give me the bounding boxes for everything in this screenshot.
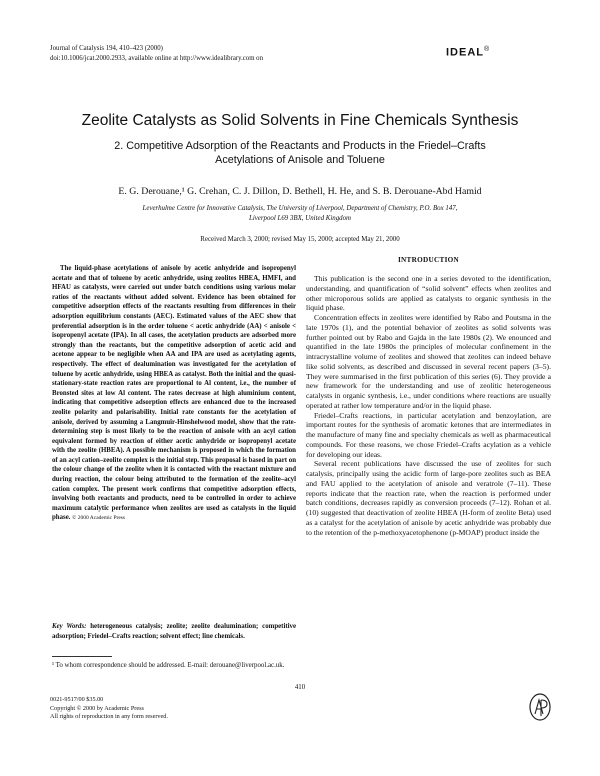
intro-paragraph-2: Concentration effects in zeolites were identified by Rabo and Poutsma in the late 1970s (1), and the potential behavior of zeolites as solid solvents was further pointed out by Rabo and Gajda in the late 1980s (2). We enounced and quantified in the late 1980s the principles of molecular confinement in the intracrystalline volume of zeolites and showed that zeolites can indeed behave like solid solvents, as described and discussed in several recent papers (3–5). They were summarised in the first publication of this series (6). They provide a new framework for the understanding and use of zeolitic heterogeneous catalysts in organic synthesis, i.e., under conditions where reactions are usually operated at rather low temperature and/or in the liquid phase.: [306, 313, 551, 410]
journal-header: [50, 44, 263, 64]
footnote-text: ¹ To whom correspondence should be addressed. E-mail: derouane@liverpool.ac.uk.: [52, 662, 285, 669]
keywords-text: heterogeneous catalysis; zeolite; zeolite dealumination; competitive adsorption; Friedel–Crafts reaction; solvent effect; line chemicals.: [52, 623, 296, 640]
copyright-block: [50, 696, 168, 722]
issn-price: 0021-9517/00 $35.00: [50, 696, 104, 703]
copyright-line: Copyright © 2000 by Academic Press: [50, 704, 144, 712]
journal-line: Journal of Catalysis 194, 410–423 (2000): [50, 45, 163, 52]
rights-line: All rights of reproduction in any form reserved.: [50, 713, 168, 720]
keywords-label: Key Words:: [52, 623, 87, 630]
ideal-logo: [446, 46, 490, 59]
footnote-rule: [52, 656, 112, 657]
affiliation-line-1: Leverhulme Centre for Innovative Catalysis, The University of Liverpool, Department of Chemistry, P.O. Box 147,: [142, 205, 458, 212]
paper-title: Zeolite Catalysts as Solid Solvents in Fine Chemicals Synthesis: [81, 112, 519, 129]
affiliation-line-2: Liverpool L69 3BX, United Kingdom: [248, 215, 352, 222]
author-list: E. G. Derouane,¹ G. Crehan, C. J. Dillon, D. Bethell, H. He, and S. B. Derouane-Abd Hamid: [118, 186, 482, 197]
page-number: 410: [294, 684, 306, 691]
introduction-body: [306, 274, 551, 537]
footnote: [52, 656, 298, 671]
abstract-copyright: © 2000 Academic Press: [72, 515, 126, 522]
keywords: [52, 622, 296, 641]
intro-paragraph-3: Friedel–Crafts reactions, in particular acetylation and benzoylation, are important routes for the synthesis of aromatic ketones that are intermediates in the manufacture of many fine and specialty chemicals as well as pharmaceutical compounds. For these reasons, we chose Friedel–Crafts acylation as a vehicle for developing our ideas.: [306, 410, 551, 459]
logo-text: IDEAL: [446, 46, 484, 59]
doi-line: doi:10.1006/jcat.2000.2933, available online at http://www.idealibrary.com on: [50, 55, 263, 62]
paper-subtitle: 2. Competitive Adsorption of the Reactants and Products in the Friedel–Crafts Acetylations of Anisole and Toluene: [114, 140, 486, 166]
abstract: [52, 264, 296, 524]
logo-sup: ®: [484, 46, 491, 53]
intro-paragraph-4: Several recent publications have discussed the use of zeolites for such catalysis, principally using the acidic form of large-pore zeolites such as BEA and FAU applied to the acetylation of anisole and veratrole (7–11). These reports indicate that the reaction rate, when the reaction is performed under batch conditions, decreases rapidly as conversion proceeds (7–12). Rohan et al. (10) suggested that deactivation of zeolite HBEA (H-form of zeolite Beta) used as a catalyst for the acetylation of anisole by acetic anhydride was probably due to the retention of the p-methoxyacetophenone (p-MOAP) product inside the: [306, 459, 551, 537]
introduction-heading: INTRODUCTION: [397, 256, 460, 264]
academic-press-logo-icon: [528, 692, 552, 722]
affiliation: [140, 204, 460, 224]
received-dates: Received March 3, 2000; revised May 15, 2000; accepted May 21, 2000: [200, 236, 400, 243]
intro-paragraph-1: This publication is the second one in a series devoted to the identification, understanding, and quantification of “solid solvent” effects when zeolites and other microporous solids are applied as catalysts to organic synthesis in the liquid phase.: [306, 274, 551, 313]
abstract-text: The liquid-phase acetylations of anisole by acetic anhydride and isopropenyl acetate and that of toluene by acetic anhydride, using zeolites HBEA, HMFI, and HFAU as catalysts, were carried out under batch conditions using various molar ratios of the reactants without added solvent. Evidence has been obtained for competitive adsorption effects of the reactants resulting from differences in their adsorption equilibrium constants (AEC). Estimated values of the AEC show that preferential adsorption is in the order toluene < acetic anhydride (AA) < anisole < isopropenyl acetate (IPA). In all cases, the acetylation products are adsorbed more strongly than the reactants, but the competitive adsorption of acetic acid and acetone appear to be negligible when AA and IPA are used as acetylating agents, respectively. The effect of dealumination was investigated for the acetylation of toluene by acetic anhydride, using HBEA as catalyst. Both the initial and the quasi-stationary-state reaction rates are proportional to Al content, i.e., the number of Bronsted sites at low Al content. The rates decrease at high aluminium content, indicating that competitive adsorption effects are enhanced due to the increased zeolite polarity and polarisability. Initial rate constants for the acetylation of anisole, derived by assuming a Langmuir-Hinshelwood model, show that the rate-determining step is most likely to be the reaction of anisole with an acyl cation equivalent formed by reaction of either acetic anhydride or isopropenyl acetate with the zeolite (HBEA). A possible mechanism is proposed in which the formation of an acyl cation–zeolite complex is the initial step. This proposal is based in part on the colour change of the zeolite when it is contacted with the reactant mixture and during reaction, the colour being attributed to the formation of the zeolite–acyl cation complex. The present work confirms that competitive adsorption effects, involving both reactants and products, need to be controlled in order to achieve maximum catalytic performance when zeolites are used as catalysts in the liquid phase.: [52, 265, 296, 522]
